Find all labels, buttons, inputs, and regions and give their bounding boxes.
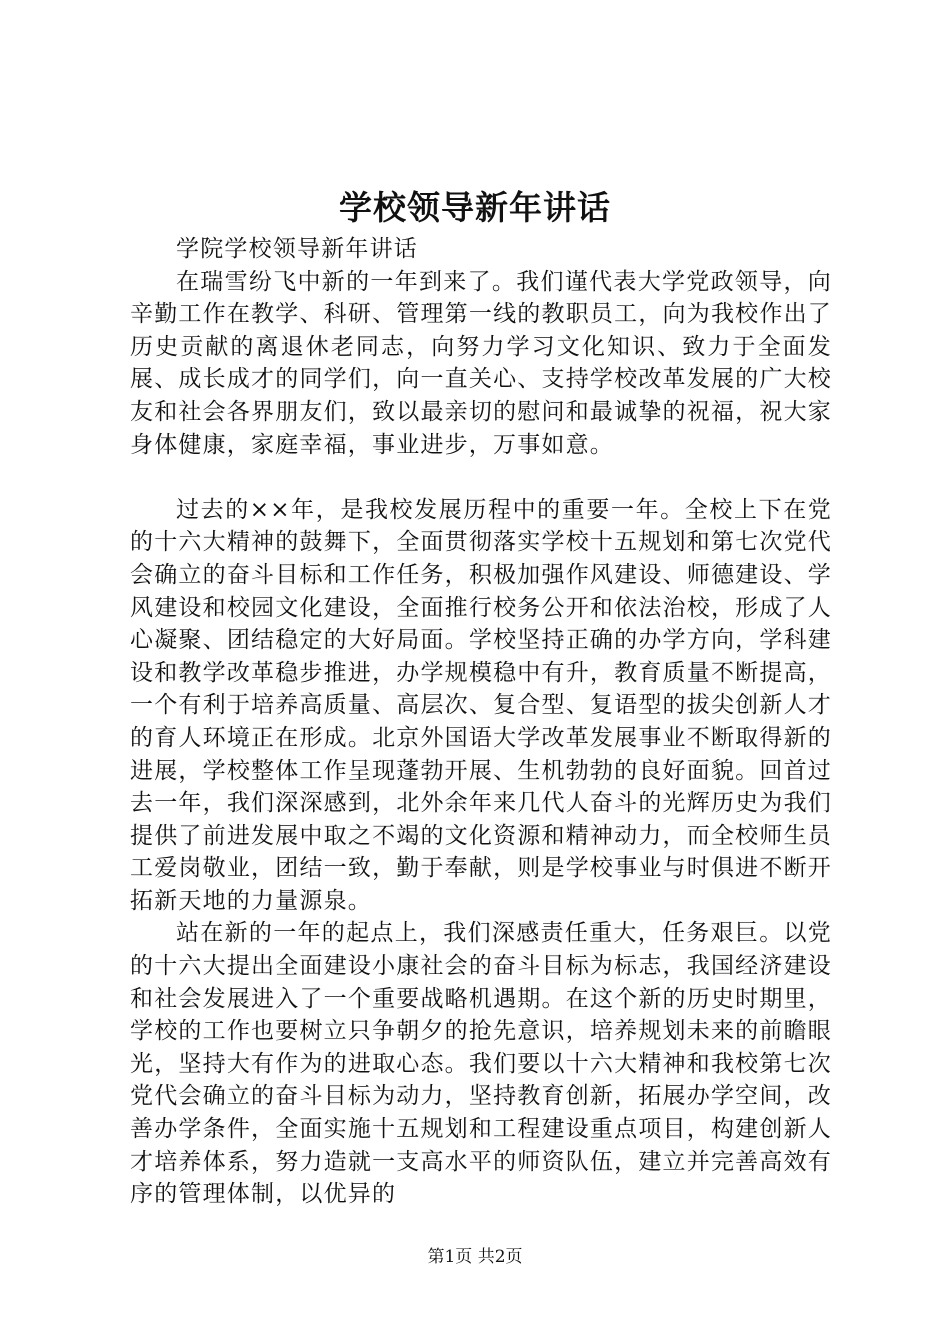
document-body <box>130 233 832 1211</box>
body-paragraph: 过去的××年，是我校发展历程中的重要一年。全校上下在党的十六大精神的鼓舞下，全面贯彻落实学校十五规划和第七次党代会确立的奋斗目标和工作任务，积极加强作风建设、师德建设、学风建设和校园文化建设，全面推行校务公开和依法治校，形成了人心凝聚、团结稳定的大好局面。学校坚持正确的办学方向，学科建设和教学改革稳步推进，办学规模稳中有升，教育质量不断提高，一个有利于培养高质量、高层次、复合型、复语型的拔尖创新人才的育人环境正在形成。北京外国语大学改革发展事业不断取得新的进展，学校整体工作呈现蓬勃开展、生机勃勃的良好面貌。回首过去一年，我们深深感到，北外余年来几代人奋斗的光辉历史为我们提供了前进发展中取之不竭的文化资源和精神动力，而全校师生员工爱岗敬业，团结一致，勤于奉献，则是学校事业与时俱进不断开拓新天地的力量源泉。 <box>130 496 832 914</box>
document-title: 学校领导新年讲话 <box>339 188 611 227</box>
body-paragraph: 站在新的一年的起点上，我们深感责任重大，任务艰巨。以党的十六大提出全面建设小康社会的奋斗目标为标志，我国经济建设和社会发展进入了一个重要战略机遇期。在这个新的历史时期里，学校的工作也要树立只争朝夕的抢先意识，培养规划未来的前瞻眼光，坚持大有作为的进取心态。我们要以十六大精神和我校第七次党代会确立的奋斗目标为动力，坚持教育创新，拓展办学空间，改善办学条件，全面实施十五规划和工程建设重点项目，构建创新人才培养体系，努力造就一支高水平的师资队伍，建立并完善高效有序的管理体制，以优异的 <box>130 920 832 1208</box>
page-number: 第1页 共2页 <box>427 1247 523 1267</box>
subtitle-paragraph: 学院学校领导新年讲话 <box>176 236 418 262</box>
body-paragraph: 在瑞雪纷飞中新的一年到来了。我们谨代表大学党政领导，向辛勤工作在教学、科研、管理第一线的教职员工，向为我校作出了历史贡献的离退休老同志，向努力学习文化知识、致力于全面发展、成长成才的同学们，向一直关心、支持学校改革发展的广大校友和社会各界朋友们，致以最亲切的慰问和最诚挚的祝福，祝大家身体健康，家庭幸福，事业进步，万事如意。 <box>130 268 832 458</box>
